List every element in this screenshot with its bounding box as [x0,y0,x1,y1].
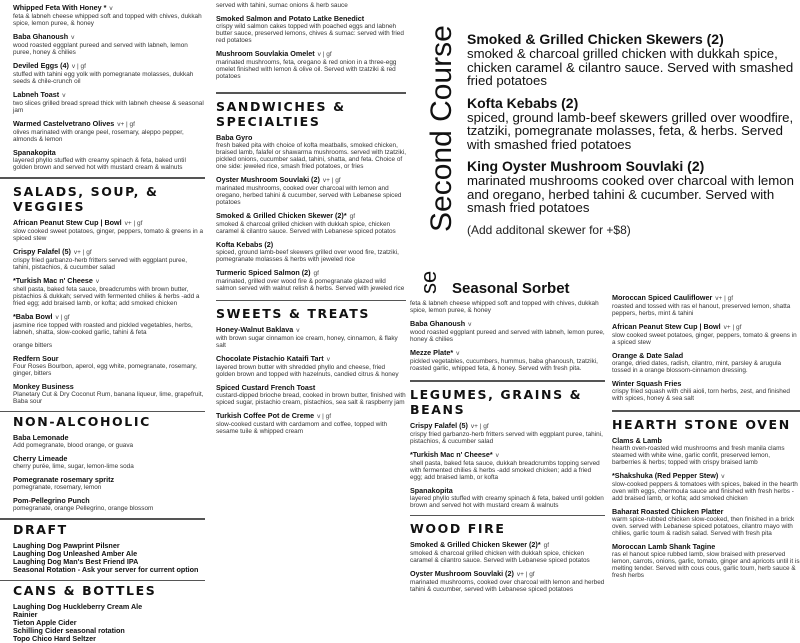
item-title [216,176,406,185]
menu-item [13,603,205,611]
dietary-tag: v [296,327,299,334]
item-title [612,380,800,388]
menu-item [216,355,406,378]
sweets-list [216,326,406,435]
middle-column [216,2,406,441]
item-title [216,212,406,221]
wood-fire-list [410,541,605,593]
item-description: pomegranate, rosemary, lemon [13,484,205,491]
item-title [13,219,205,228]
section-heading: SWEETS & TREATS [216,306,406,321]
item-description: crispy wild salmon cakes topped with poached eggs and labneh butter sauce, preserved lemons, chives & sumac: served with fried red potatoes [216,23,406,44]
item-description: smoked & charcoal grilled chicken with dukkah spice, chicken caramel & cilantro sauce. Served with Lebanese spiced potatos [216,221,406,235]
item-title [216,269,406,278]
salads-list [13,219,205,336]
item-name: Pom-Pellegrino Punch [13,496,90,505]
dietary-tag: v+ | gf [715,295,733,302]
menu-item [13,355,205,377]
item-name: Monkey Business [13,382,74,391]
menu-item [216,212,406,235]
item-description: roasted and tossed with ras el hanout, preserved lemon, shatta peppers, herbs, mint & tahini [612,303,800,317]
divider [0,580,205,582]
item-title [13,120,205,129]
item-name: Moroccan Spiced Cauliflower [612,293,712,302]
lower-middle-panel [410,268,605,599]
menu-item [13,277,205,307]
item-name: Mezze Plate* [410,348,453,357]
menu-item [410,320,605,343]
item-description: spiced, ground lamb-beef skewers grilled over woodfire, tzatziki, pomegranate molasses, feta, & herbs. Served with smashed fried potatoes [467,111,797,152]
item-title [13,33,205,42]
item-name: Whipped Feta With Honey * [13,3,106,12]
menu-item [410,300,605,314]
item-name: *Turkish Mac n' Cheese [13,276,93,285]
section-heading: LEGUMES, GRAINS & BEANS [410,387,605,417]
item-name: Chocolate Pistachio Kataifi Tart [216,354,324,363]
item-description: crispy fried garbanzo-herb fritters served with eggplant puree, tahini, pistachios, & cucumber salad [410,431,605,445]
sweets-section [216,300,406,436]
item-title [13,91,205,100]
item-name: Warmed Castelvetrano Olives [13,119,114,128]
item-description: smoked & charcoal grilled chicken with dukkah spice, chicken caramel & cilantro sauce. Served with Lebanese spiced potatos [410,550,605,564]
menu-item [216,412,406,435]
item-title [612,437,800,445]
menu-item [216,269,406,292]
item-name: Laughing Dog Pawprint Pilsner [13,541,120,550]
menu-item [410,349,605,372]
item-description: spiced, ground lamb-beef skewers grilled over wood fire, tzatziki, pomegranate molasses & herbs with jeweled rice [216,249,406,263]
item-title [612,508,800,516]
menu-item [216,326,406,349]
divider [0,411,205,413]
item-name: Baba Gyro [216,133,252,142]
item-name: Spanakopita [410,486,453,495]
item-title [13,313,205,322]
item-description: layered phyllo stuffed with creamy spinach & feta, baked until golden brown and served hot with mustard cream & walnuts [410,495,605,509]
item-description: slow cooked sweet potatoes, ginger, peppers, tomato & greens in a spiced stew [612,332,800,346]
dietary-tag: v [109,5,112,12]
menu-item [13,635,205,643]
item-title [410,487,605,495]
item-title [410,570,605,579]
divider [0,518,205,520]
item-description: slow cooked sweet potatoes, ginger, peppers, tomato & greens in a spiced stew [13,228,205,242]
dietary-tag: v | gf [317,413,331,420]
item-name: Schilling Cider seasonal rotation [13,626,125,635]
cocktails-section [13,342,205,405]
item-name: Baba Ghanoush [13,32,68,41]
menu-item [13,497,205,512]
menu-item [13,248,205,271]
non-alcoholic-list [13,434,205,512]
section-heading: SANDWICHES & SPECIALTIES [216,99,406,129]
item-name: African Peanut Stew Cup | Bowl [612,322,721,331]
dietary-tag: v+ | gf [74,249,92,256]
menu-item [467,96,797,152]
menu-item [612,472,800,502]
item-title [216,15,406,23]
item-title [216,326,406,335]
item-name: Cherry Limeade [13,454,67,463]
draft-list [13,542,205,574]
item-description: crispy fried squash with chili aioli, torn herbs, zest, and finished with spices, honey & sea salt [612,388,800,402]
divider [410,515,605,517]
item-title [216,412,406,421]
dietary-tag: v [721,473,724,480]
item-description: custard-dipped brioche bread, cooked in brown butter, finished with spiced sugar, pistachio cream, pistachios, sea salt & raspberry jam [216,392,406,406]
item-name: Pomegranate rosemary spritz [13,475,114,484]
item-description: warm spice-rubbed chicken slow-cooked, then finished in a brick oven. served with Lebanese spiced potatoes, cilantro mayo with chilies, garlic toum & radish salad. Served with fresh pita [612,516,800,537]
legumes-list [410,422,605,509]
menu-item [216,15,406,44]
item-name: Redfern Sour [13,354,59,363]
item-name: Moroccan Lamb Shank Tagine [612,542,715,551]
item-name: *Shakshuka (Red Pepper Stew) [612,471,718,480]
item-title [612,543,800,551]
item-description: two slices grilled bread spread thick with labneh cheese & seasonal jam [13,100,205,114]
divider [612,410,800,412]
item-description: marinated mushrooms, cooked over charcoal with lemon and oregano, herbed tahini & cucumber, served with Lebanese spiced potatoes [216,185,406,206]
item-title [612,472,800,481]
vertical-title-fragment: se [416,271,442,294]
item-title [13,277,205,286]
item-name: Smoked & Grilled Chicken Skewer (2)* [410,540,541,549]
menu-item [13,149,205,171]
dietary-tag: v+ | gf [323,177,341,184]
item-title [467,32,797,47]
menu-item [13,434,205,449]
item-description: smoked & charcoal grilled chicken with dukkah spice, chicken caramel & cilantro sauce. Served with smashed fried potatoes [467,47,797,88]
item-name: Crispy Falafel (5) [410,421,468,430]
item-description: pickled vegetables, cucumbers, hummus, baba ghanoush, tzatziki, roasted garlic, whipped feta, & honey. Served with fresh pita. [410,358,605,372]
item-title [410,349,605,358]
menu-item [410,422,605,445]
item-name: Turmeric Spiced Salmon (2) [216,268,311,277]
item-name: Baharat Roasted Chicken Platter [612,507,723,516]
item-title [13,635,205,643]
dietary-tag: v [62,92,65,99]
item-name: Topo Chico Hard Seltzer [13,634,96,643]
item-name: Seasonal Rotation - Ask your server for current option [13,565,198,574]
dietary-tag: v | gf [72,63,86,70]
section-heading: DRAFT [13,522,205,537]
second-course-panel [415,20,800,265]
item-name: Baba Lemonade [13,433,69,442]
menu-item [467,159,797,215]
wood-fire-section [410,515,605,594]
dietary-tag: v | gf [56,314,70,321]
dietary-tag: v [96,278,99,285]
item-name: Mushroom Souvlakia Omelet [216,49,315,58]
menu-item [612,323,800,346]
item-title [216,355,406,364]
menu-item [612,352,800,374]
item-description: layered brown butter with shredded phyllo and cheese, fried golden brown and topped with hazelnuts, candied citrus & honey [216,364,406,378]
item-name: Deviled Eggs (4) [13,61,69,70]
item-name: Oyster Mushroom Souvlaki (2) [410,569,514,578]
second-course-list [467,32,797,215]
item-name: Spiced Custard French Toast [216,383,315,392]
item-title [13,149,205,157]
item-name: Clams & Lamb [612,436,662,445]
item-description: shell pasta, baked feta sauce, breadcrumbs with brown butter, pistachios & dukkah; served with fermented chilies & herbs -add a fried egg; add braised lamb, or kofta; add smoked chicken [13,286,205,307]
menu-item [612,294,800,317]
menu-item [13,455,205,470]
dietary-tag: v [456,350,459,357]
dietary-tag: v+ | gf [117,121,135,128]
menu-item [216,134,406,170]
item-title [410,541,605,550]
menu-item [13,219,205,242]
item-name: Crispy Falafel (5) [13,247,71,256]
item-title [13,62,205,71]
sandwiches-list [216,134,406,292]
item-name: Oyster Mushroom Souvlaki (2) [216,175,320,184]
item-description: fresh baked pita with choice of kofta meatballs, smoked chicken, braised lamb, falafel or shawarma mushrooms. served with tzatziki, pickled onions, cucumber salad, tahini, shatta, and feta. Choice of one side: jeweled rice, smash fried potatoes, or fries [216,142,406,170]
menu-item [410,451,605,481]
item-title [13,476,205,484]
item-description: marinated mushrooms cooked over charcoal with lemon and oregano, herbed tahini & cucumber. Served with smash fried potatoes [467,174,797,215]
item-title [612,352,800,360]
item-name: Orange & Date Salad [612,351,683,360]
item-name: Turkish Coffee Pot de Creme [216,411,314,420]
item-description: orange, dried dates, radish, cilantro, mint, parsley & arugula tossed in a orange blossom-cinnamon dressing. [612,360,800,374]
dietary-tag: gf [350,213,355,220]
item-description: olives marinated with orange peel, rosemary, aleppo pepper, almonds & lemon [13,129,205,143]
salads-section [13,177,205,336]
menu-item [13,4,205,27]
mezze-list [410,300,605,372]
item-name: African Peanut Stew Cup | Bowl [13,218,122,227]
menu-item [13,476,205,491]
item-title [216,50,406,59]
veggies-list [612,294,800,402]
cans-section [13,580,205,643]
item-description: ras el hanout spice rubbed lamb, slow braised with preserved lemon, carrots, onions, garlic, tomato, ginger and apricots until it is melting tender. Served with cous cous, garlic toum, herb sauce & fresh herbs [612,551,800,579]
item-title [13,248,205,257]
item-title [612,294,800,303]
item-description: marinated, grilled over wood fire & pomegranate glazed wild salmon served with walnut relish & herbs. Served with jeweled rice [216,278,406,292]
menu-item [612,543,800,579]
item-description: feta & labneh cheese whipped soft and topped with chives, dukkah spice, lemon puree, & honey [13,13,205,27]
menu-item [410,487,605,509]
menu-item [13,33,205,56]
item-name: King Oyster Mushroom Souvlaki (2) [467,158,704,174]
menu-item [13,313,205,336]
item-title [13,383,205,391]
item-description: orange bitters [13,342,205,349]
dietary-tag: v [327,356,330,363]
cans-list [13,603,205,643]
dietary-tag: v+ | gf [724,324,742,331]
item-title [13,455,205,463]
divider [216,300,406,302]
menu-item [13,91,205,114]
menu-item [612,380,800,402]
item-name: Spanakopita [13,148,56,157]
dietary-tag: v+ | gf [517,571,535,578]
divider [216,92,406,94]
menu-item [216,2,406,9]
item-description: pomegranate, orange Pellegrino, orange blossom [13,505,205,512]
dietary-tag: v [496,452,499,459]
seasonal-sorbet-title: Seasonal Sorbet [452,280,605,298]
item-description: Planetary Cut & Dry Coconut Rum, banana liqueur, lime, grapefruit, Baba sour [13,391,205,405]
dietary-tag: v [71,34,74,41]
item-title [410,320,605,329]
draft-section [13,518,205,574]
item-description: jasmine rice topped with roasted and pickled vegetables, herbs, labneh, shatta, slow-cooked garlic, tahini & feta [13,322,205,336]
item-name: Smoked Salmon and Potato Latke Benedict [216,14,364,23]
breakfast-list [216,2,406,80]
item-title [216,241,406,249]
left-column [13,4,205,643]
starters-list [13,4,205,171]
menu-item [612,437,800,466]
item-title [13,355,205,363]
section-heading: CANS & BOTTLES [13,583,205,598]
item-name: Kofta Kebabs (2) [467,95,578,111]
dietary-tag: gf [544,542,549,549]
divider [0,177,205,179]
section-heading: SALADS, SOUP, & VEGGIES [13,184,205,214]
item-description: marinated mushrooms, cooked over charcoal with lemon and herbed tahini & cucumber, served with Lebanese spiced potatoes [410,579,605,593]
item-name: Kofta Kebabs (2) [216,240,273,249]
item-title [13,566,205,574]
dietary-tag: v+ | gf [125,220,143,227]
item-name: Laughing Dog Man's Best Friend IPA [13,557,138,566]
item-title [410,451,605,460]
second-course-title: Second Course [425,25,459,232]
menu-item [13,120,205,143]
divider [410,380,605,382]
item-title [612,323,800,332]
item-description: stuffed with tahini egg yolk with pomegranate molasses, dukkah seeds & chile-crunch oil [13,71,205,85]
item-description: slow-cooked peppers & tomatoes with spices, baked in the hearth oven with eggs, chermoula sauce and finished with fresh herbs -add braised lamb, or kofta; add smoked chicken [612,481,800,502]
menu-item [216,176,406,206]
item-name: Tieton Apple Cider [13,618,77,627]
second-course-content [467,32,797,237]
menu-item [13,566,205,574]
item-description: hearth oven-roasted wild mushrooms and fresh manila clams steamed with white wine, garlic confit, preserved lemon, barberries & herbs; topped with crispy braised lamb [612,445,800,466]
section-heading: WOOD FIRE [410,521,605,536]
menu-item [216,241,406,263]
item-description: layered phyllo stuffed with creamy spinach & feta, baked until golden brown and served hot with mustard cream & walnuts [13,157,205,171]
dietary-tag: v | gf [318,51,332,58]
item-name: Labneh Toast [13,90,59,99]
item-title [13,4,205,13]
dietary-tag: gf [314,270,319,277]
item-name: Laughing Dog Unleashed Amber Ale [13,549,137,558]
item-title [13,434,205,442]
hearth-stone-section [612,410,800,579]
item-name: Baba Ghanoush [410,319,465,328]
item-name: *Turkish Mac n' Cheese* [410,450,493,459]
menu-item [13,383,205,405]
item-description: wood roasted eggplant pureed and served with labneh, lemon puree, honey & chilies [410,329,605,343]
menu-item [216,50,406,80]
item-name: Smoked & Grilled Chicken Skewers (2) [467,31,724,47]
section-heading: NON-ALCOHOLIC [13,414,205,429]
item-title [216,384,406,392]
item-description: Four Roses Bourbon, aperol, egg white, pomegranate, rosemary, ginger, bitters [13,363,205,377]
item-name: Rainier [13,610,37,619]
item-title [13,603,205,611]
lower-right-panel [612,294,800,585]
dietary-tag: v+ | gf [471,423,489,430]
item-description: crispy fried garbanzo-herb fritters served with eggplant puree, tahini, pistachios, & cucumber salad [13,257,205,271]
menu-item [410,541,605,564]
item-title [410,422,605,431]
section-heading: HEARTH STONE OVEN [612,417,800,432]
non-alcoholic-section [13,411,205,513]
item-description: served with tahini, sumac onions & herb sauce [216,2,406,9]
item-description: cherry purée, lime, sugar, lemon-lime soda [13,463,205,470]
item-description: with brown sugar cinnamon ice cream, honey, cinnamon, & flaky salt [216,335,406,349]
item-name: Smoked & Grilled Chicken Skewer (2)* [216,211,347,220]
item-description: feta & labneh cheese whipped soft and topped with chives, dukkah spice, lemon puree, & honey [410,300,605,314]
item-name: *Baba Bowl [13,312,53,321]
item-description: marinated mushrooms, feta, oregano & red onion in a three-egg omelet finished with lemon & olive oil. Served with tzatziki & red potatoes [216,59,406,80]
item-description: Add pomegranate, blood orange, or guava [13,442,205,449]
sandwiches-section [216,92,406,292]
item-title [467,159,797,174]
legumes-section [410,380,605,509]
hearth-list [612,437,800,579]
item-description: shell pasta, baked feta sauce, dukkah breadcrumbs topping served with fermented chilies & herbs -add smoked chicken; add a fried egg; add braised lamb, or kofta [410,460,605,481]
add-skewer-note: (Add additonal skewer for +$8) [467,223,797,237]
menu-item [216,384,406,406]
item-description: slow-cooked custard with cardamom and coffee, topped with sesame tuile & whipped cream [216,421,406,435]
menu-item [13,62,205,85]
menu-item [612,508,800,537]
item-title [467,96,797,111]
menu-item [13,342,205,349]
item-description: wood roasted eggplant pureed and served with labneh, lemon puree, honey & chilies [13,42,205,56]
item-title [216,134,406,142]
menu-item [467,32,797,88]
item-name: Winter Squash Fries [612,379,681,388]
item-title [13,497,205,505]
item-name: Honey-Walnut Baklava [216,325,293,334]
dietary-tag: v [468,321,471,328]
menu-item [410,570,605,593]
item-name: Laughing Dog Huckleberry Cream Ale [13,602,142,611]
